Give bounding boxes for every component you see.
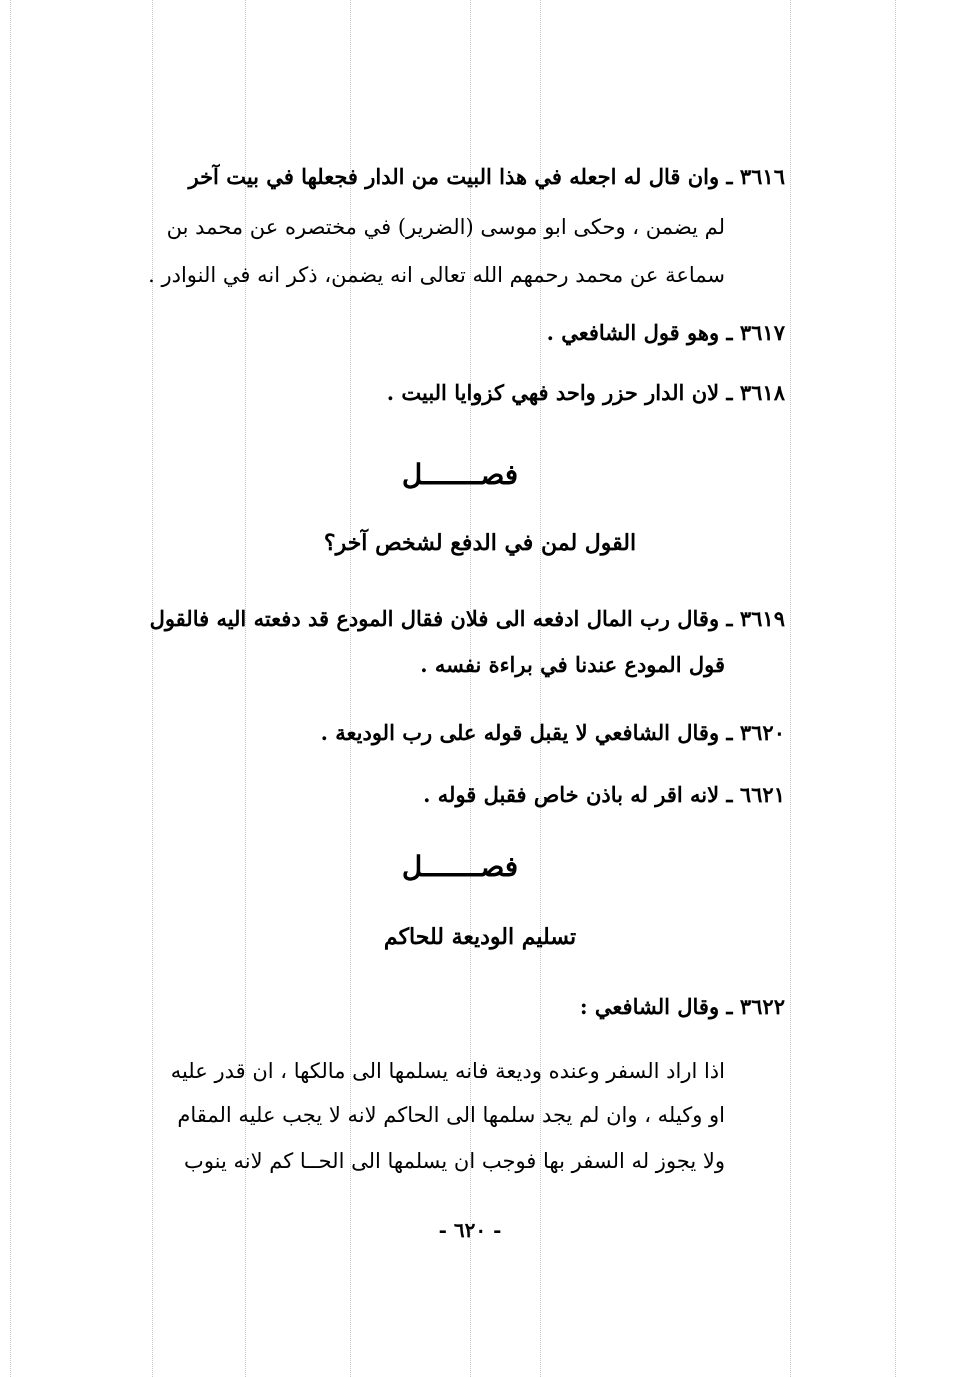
page-number: - ٦٢٠ - <box>438 1218 502 1242</box>
paragraph-3622-line-1: اذا اراد السفر وعنده وديعة فانه يسلمها الى مالكها ، ان قدر عليه <box>170 1059 725 1083</box>
paragraph-3622-line-3: ولا يجوز له السفر بها فوجب ان يسلمها الى الحــا كم لانه ينوب <box>184 1149 725 1173</box>
paragraph-3620: ٣٦٢٠ ـ وقال الشافعي لا يقبل قوله على رب الوديعة . <box>320 720 785 745</box>
paragraph-3617: ٣٦١٧ ـ وهو قول الشافعي . <box>546 320 785 345</box>
section-heading-2: فصـــــــل <box>401 850 519 883</box>
section-subheading-2: تسليم الوديعة للحاكم <box>383 924 577 950</box>
paragraph-3619-line-2: قول المودع عندنا في براءة نفسه . <box>420 652 725 677</box>
paragraph-3622-intro: ٣٦٢٢ ـ وقال الشافعي : <box>579 994 785 1019</box>
section-heading-1: فصـــــــل <box>401 458 519 491</box>
paragraph-3616-line-2: لم يضمن ، وحكى ابو موسى (الضرير) في مختصره عن محمد بن <box>166 215 725 239</box>
scan-artifact-line <box>10 0 11 1377</box>
paragraph-3622-line-2: او وكيله ، وان لم يجد سلمها الى الحاكم لانه لا يجب عليه المقام <box>177 1103 725 1127</box>
paragraph-3619-line-1: ٣٦١٩ ـ وقال رب المال ادفعه الى فلان فقال المودع قد دفعته اليه فالقول <box>149 606 785 631</box>
paragraph-3616-line-3: سماعة عن محمد رحمهم الله تعالى انه يضمن، ذكر انه في النوادر . <box>148 263 725 287</box>
paragraph-3616-line-1: ٣٦١٦ ـ وان قال له اجعله في هذا البيت من الدار فجعلها في بيت آخر <box>188 164 785 189</box>
scan-artifact-line <box>895 0 896 1377</box>
section-subheading-1: القول لمن في الدفع لشخص آخر؟ <box>323 530 637 556</box>
paragraph-3621: ٦٦٢١ ـ لانه اقر له باذن خاص فقبل قوله . <box>423 782 785 807</box>
paragraph-3618: ٣٦١٨ ـ لان الدار حزر واحد فهي كزوايا البيت . <box>386 380 785 405</box>
scan-artifact-line <box>152 0 153 1377</box>
scan-artifact-line <box>790 0 791 1377</box>
